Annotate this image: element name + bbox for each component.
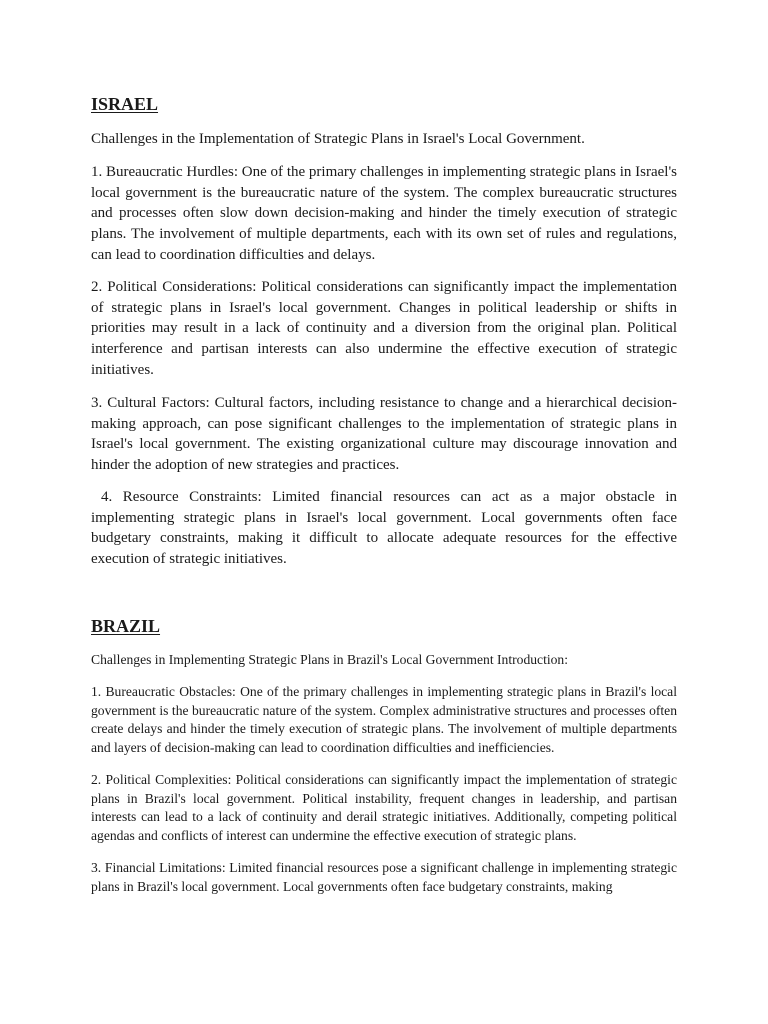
israel-paragraph-3: 3. Cultural Factors: Cultural factors, including resistance to change and a hierarchical decision-making approach, can pose significant challenges to the implementation of strategic plans in Israel's local government. The existing organizational culture may discourage innovation and hinder the adoption of new strategies and practices. — [91, 395, 677, 474]
brazil-paragraph-1: 1. Bureaucratic Obstacles: One of the primary challenges in implementing strategic plans in Brazil's local government is the bureaucratic nature of the system. Complex administrative structures and processes often create delays and hinder the timely execution of strategic plans. The involvement of multiple departments and layers of decision-making can lead to coordination difficulties and inefficiencies. — [91, 684, 677, 755]
brazil-paragraph-2: 2. Political Complexities: Political considerations can significantly impact the implementation of strategic plans in Brazil's local government. Political instability, frequent changes in leadership, and partisan interests can lead to a lack of continuity and derail strategic initiatives. Additionally, competing political agendas and conflicts of interest can undermine the effective execution of strategic plans. — [91, 772, 677, 843]
israel-paragraph-2: 2. Political Considerations: Political considerations can significantly impact the implementation of strategic plans in Israel's local government. Changes in political leadership or shifts in priorities may result in a lack of continuity and a diversion from the original plan. Political interference and partisan interests can also undermine the effective execution of strategic initiatives. — [91, 279, 677, 378]
brazil-paragraph-3: 3. Financial Limitations: Limited financial resources pose a significant challenge in implementing strategic plans in Brazil's local government. Local governments often face budgetary constraints, making — [91, 860, 677, 894]
israel-paragraph-4: 4. Resource Constraints: Limited financial resources can act as a major obstacle in implementing strategic plans in Israel's local government. Local governments often face budgetary constraints, making it difficult to allocate adequate resources for the effective execution of strategic initiatives. — [91, 489, 677, 568]
section-title-israel: ISRAEL — [91, 94, 159, 114]
israel-paragraph-1: 1. Bureaucratic Hurdles: One of the primary challenges in implementing strategic plans in Israel's local government is the bureaucratic nature of the system. The complex bureaucratic structures and processes often slow down decision-making and hinder the timely execution of strategic plans. The involvement of multiple departments, each with its own set of rules and regulations, can lead to coordination difficulties and delays. — [91, 164, 677, 263]
section-title-brazil: BRAZIL — [91, 616, 161, 636]
israel-intro: Challenges in the Implementation of Strategic Plans in Israel's Local Government. — [91, 131, 585, 147]
brazil-intro: Challenges in Implementing Strategic Plans in Brazil's Local Government Introduction: — [91, 652, 568, 667]
